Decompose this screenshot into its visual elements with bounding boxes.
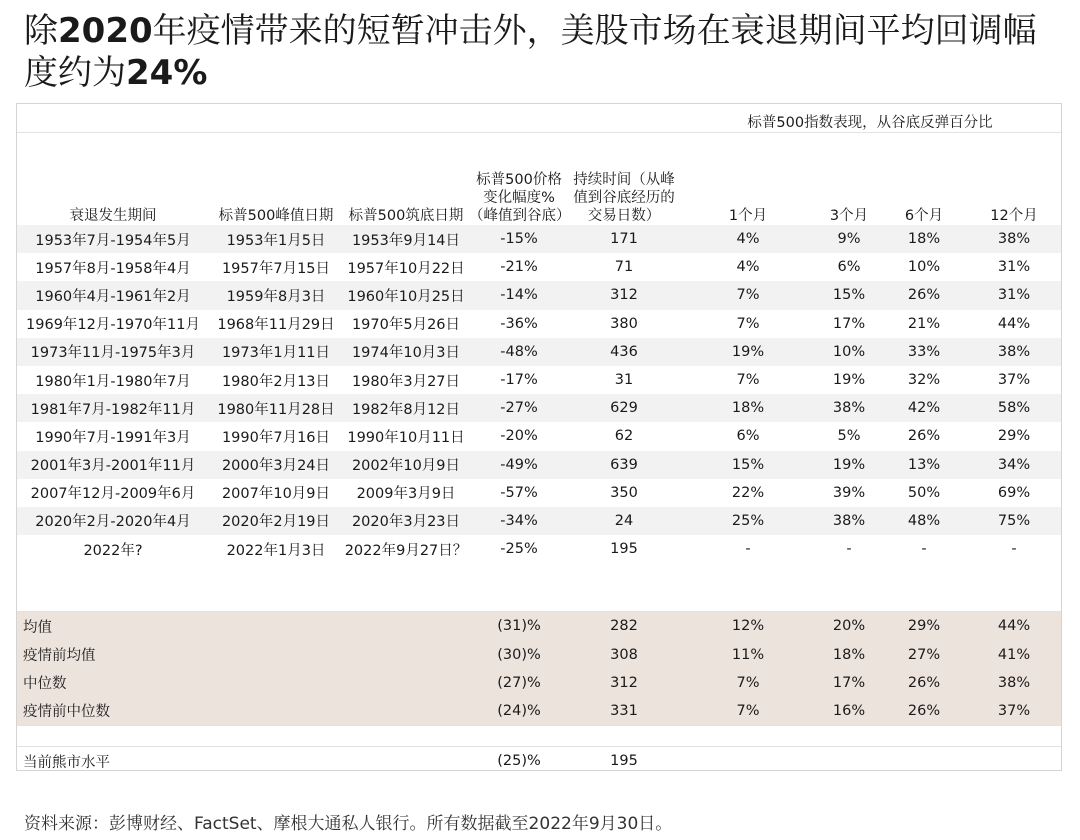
col-header-6m: 6个月 <box>881 133 967 226</box>
table-row <box>17 451 1061 479</box>
col-header-12m: 12个月 <box>967 133 1061 226</box>
summary-cell: 312 <box>569 669 679 697</box>
summary-cell: 282 <box>569 612 679 641</box>
table-cell: -15% <box>469 225 569 253</box>
table-cell: 6% <box>837 259 861 276</box>
table-cell: -14% <box>469 281 569 309</box>
table-cell: 1953年9月14日 <box>343 225 469 253</box>
table-row <box>17 225 1061 253</box>
table-cell: -21% <box>500 259 538 276</box>
table-row <box>17 479 1061 507</box>
summary-row <box>17 697 1061 726</box>
summary-label: 疫情前中位数 <box>17 697 469 726</box>
table-cell: 48% <box>881 507 967 535</box>
table-cell: 1960年4月-1961年2月 <box>17 281 209 309</box>
table-cell: 39% <box>832 484 866 501</box>
table-cell: 7% <box>736 315 760 332</box>
summary-cell: (27)% <box>469 669 569 697</box>
table-cell: 171 <box>569 225 679 253</box>
col-header-trough-date: 标普500筑底日期 <box>343 133 469 226</box>
table-cell: 2020年3月23日 <box>343 507 469 535</box>
table-cell: 1957年8月-1958年4月 <box>35 260 191 277</box>
table-cell: 7% <box>736 372 760 389</box>
table-cell: 38% <box>817 507 881 535</box>
summary-label: 疫情前均值 <box>17 640 469 668</box>
table-cell: -36% <box>500 315 538 332</box>
table-cell: 2020年2月19日 <box>209 507 343 535</box>
col-header-3m: 3个月 <box>817 133 881 226</box>
table-cell: 1990年7月-1991年3月 <box>35 429 191 446</box>
summary-cell: 308 <box>569 640 679 668</box>
summary-cell: 12% <box>679 612 817 641</box>
table-cell: 33% <box>881 338 967 366</box>
table-cell: 31 <box>614 372 634 389</box>
table-cell: 1982年8月12日 <box>343 394 469 422</box>
table-cell: 1981年7月-1982年11月 <box>17 394 209 422</box>
group-header: 标普500指数表现，从谷底反弹百分比 <box>679 104 1061 133</box>
table-cell: 25% <box>679 507 817 535</box>
summary-cell: 37% <box>967 697 1061 726</box>
table-cell: 18% <box>679 394 817 422</box>
table-cell: - <box>846 541 852 558</box>
current-duration: 195 <box>569 747 679 776</box>
table-cell: 1980年3月27日 <box>351 373 461 390</box>
table-cell: 21% <box>907 315 941 332</box>
summary-row <box>17 669 1061 697</box>
table-cell: -20% <box>500 428 538 445</box>
table-cell: 380 <box>610 315 638 332</box>
summary-cell: 41% <box>967 640 1061 668</box>
table-cell: 22% <box>731 484 765 501</box>
table-cell: - <box>921 541 927 558</box>
col-header-peak-date: 标普500峰值日期 <box>209 133 343 226</box>
summary-cell: (31)% <box>469 612 569 641</box>
table-cell: 69% <box>997 484 1031 501</box>
summary-cell: 18% <box>817 640 881 668</box>
table-cell: 4% <box>679 225 817 253</box>
summary-cell: 44% <box>967 612 1061 641</box>
table-cell: -34% <box>469 507 569 535</box>
summary-cell: 38% <box>967 669 1061 697</box>
table-cell: 1960年10月25日 <box>343 281 469 309</box>
table-cell: 29% <box>997 428 1031 445</box>
table-cell: 1953年1月5日 <box>209 225 343 253</box>
table-cell: 1980年11月28日 <box>209 394 343 422</box>
table-cell: 1959年8月3日 <box>209 281 343 309</box>
table-cell: 42% <box>881 394 967 422</box>
table-row <box>17 310 1061 338</box>
table-cell: 24 <box>569 507 679 535</box>
table-cell: 1980年1月-1980年7月 <box>35 373 191 390</box>
table-cell: 2007年10月9日 <box>221 486 331 503</box>
summary-cell: 331 <box>569 697 679 726</box>
summary-label: 中位数 <box>17 669 469 697</box>
table-cell: 5% <box>837 428 861 445</box>
table-cell: 15% <box>679 451 817 479</box>
summary-cell: (30)% <box>469 640 569 668</box>
table-cell: 75% <box>967 507 1061 535</box>
summary-cell: 7% <box>679 697 817 726</box>
summary-row <box>17 612 1061 641</box>
table-cell: 1990年7月16日 <box>221 429 331 446</box>
table-row <box>17 535 1061 563</box>
table-cell: 1970年5月26日 <box>351 317 461 334</box>
table-cell: 2022年9月27日？ <box>344 542 468 559</box>
table-cell: 31% <box>967 281 1061 309</box>
table-cell: 2002年10月9日 <box>343 451 469 479</box>
table-cell: 34% <box>967 451 1061 479</box>
table-cell: 10% <box>907 259 941 276</box>
table-cell: 71 <box>614 259 634 276</box>
table-cell: 6% <box>736 428 760 445</box>
col-header-1m: 1个月 <box>679 133 817 226</box>
table-cell: -48% <box>469 338 569 366</box>
table-cell: 436 <box>569 338 679 366</box>
table-cell: 639 <box>569 451 679 479</box>
table-cell: - <box>1011 541 1017 558</box>
summary-cell: 27% <box>881 640 967 668</box>
col-header-period: 衰退发生期间 <box>17 133 209 226</box>
table-cell: 58% <box>967 394 1061 422</box>
table-cell: 2022年1月3日 <box>226 542 326 559</box>
table-cell: 32% <box>907 372 941 389</box>
table-cell: - <box>745 541 751 558</box>
table-cell: 38% <box>967 338 1061 366</box>
table-cell: 195 <box>610 541 638 558</box>
current-label: 当前熊市水平 <box>17 747 209 776</box>
table-row <box>17 366 1061 394</box>
summary-row <box>17 640 1061 668</box>
table-cell: -25% <box>500 541 538 558</box>
summary-cell: 26% <box>881 697 967 726</box>
table-row <box>17 338 1061 366</box>
summary-cell: (24)% <box>469 697 569 726</box>
table-cell: 62 <box>614 428 634 445</box>
spacer-row <box>17 726 1061 747</box>
table-cell: 15% <box>817 281 881 309</box>
table-cell: 9% <box>817 225 881 253</box>
table-cell: 1980年2月13日 <box>221 373 331 390</box>
spacer-row <box>17 563 1061 612</box>
table-cell: 1990年10月11日 <box>347 429 465 446</box>
table-cell: 629 <box>569 394 679 422</box>
data-rows <box>17 225 1061 563</box>
col-header-price-change: 标普500价格变化幅度%（峰值到谷底） <box>469 133 569 226</box>
table-cell: 26% <box>907 428 941 445</box>
table-cell: 17% <box>832 315 866 332</box>
summary-cell: 11% <box>679 640 817 668</box>
table-cell: 19% <box>832 372 866 389</box>
table-cell: 38% <box>967 225 1061 253</box>
table-cell: 1974年10月3日 <box>343 338 469 366</box>
summary-cell: 16% <box>817 697 881 726</box>
table-row <box>17 507 1061 535</box>
table-cell: -57% <box>500 484 538 501</box>
table-cell: 31% <box>997 259 1031 276</box>
col-header-duration: 持续时间（从峰值到谷底经历的交易日数） <box>569 133 679 226</box>
table-cell: 37% <box>997 372 1031 389</box>
table-cell: 38% <box>817 394 881 422</box>
current-price-change: (25)% <box>469 747 569 776</box>
table-cell: 4% <box>736 259 760 276</box>
table-row <box>17 422 1061 450</box>
summary-label: 均值 <box>17 612 469 641</box>
table-cell: 44% <box>997 315 1031 332</box>
table-row <box>17 253 1061 281</box>
table-cell: 350 <box>610 484 638 501</box>
summary-cell: 29% <box>881 612 967 641</box>
table-cell: -49% <box>469 451 569 479</box>
summary-cell: 26% <box>881 669 967 697</box>
summary-cell: 17% <box>817 669 881 697</box>
summary-cell: 20% <box>817 612 881 641</box>
table-cell: 19% <box>817 451 881 479</box>
table-cell: 2020年2月-2020年4月 <box>17 507 209 535</box>
table-cell: -27% <box>469 394 569 422</box>
table-cell: 19% <box>679 338 817 366</box>
table-cell: 2009年3月9日 <box>356 486 456 503</box>
table-cell: 7% <box>679 281 817 309</box>
table-cell: 312 <box>569 281 679 309</box>
table-cell: 1953年7月-1954年5月 <box>17 225 209 253</box>
table-cell: 2022年? <box>83 542 143 559</box>
summary-cell: 7% <box>679 669 817 697</box>
table-cell: 13% <box>881 451 967 479</box>
table-cell: 18% <box>881 225 967 253</box>
table-row <box>17 394 1061 422</box>
table-cell: 2007年12月-2009年6月 <box>30 486 196 503</box>
table-cell: 1957年10月22日 <box>347 260 465 277</box>
source-note: 资料来源：彭博财经、FactSet、摩根大通私人银行。所有数据截至2022年9月30日。 <box>24 814 673 834</box>
table-cell: 1973年11月-1975年3月 <box>17 338 209 366</box>
current-bear-market-row <box>17 747 1061 776</box>
summary-rows <box>17 612 1061 726</box>
table-cell: 50% <box>907 484 941 501</box>
table-cell: 1957年7月15日 <box>221 260 331 277</box>
table-cell: 1969年12月-1970年11月 <box>26 317 200 334</box>
table-cell: 1968年11月29日 <box>217 317 335 334</box>
table-cell: -17% <box>500 372 538 389</box>
recession-drawdown-table <box>17 104 1061 775</box>
table-cell: 26% <box>881 281 967 309</box>
table-row <box>17 281 1061 309</box>
page-title: 除2020年疫情带来的短暂冲击外，美股市场在衰退期间平均回调幅度约为24% <box>24 11 1037 93</box>
table-cell: 1973年1月11日 <box>209 338 343 366</box>
group-header-row <box>17 104 1061 133</box>
table-cell: 2000年3月24日 <box>209 451 343 479</box>
column-header-row <box>17 133 1061 226</box>
table-cell: 10% <box>817 338 881 366</box>
table-cell: 2001年3月-2001年11月 <box>17 451 209 479</box>
